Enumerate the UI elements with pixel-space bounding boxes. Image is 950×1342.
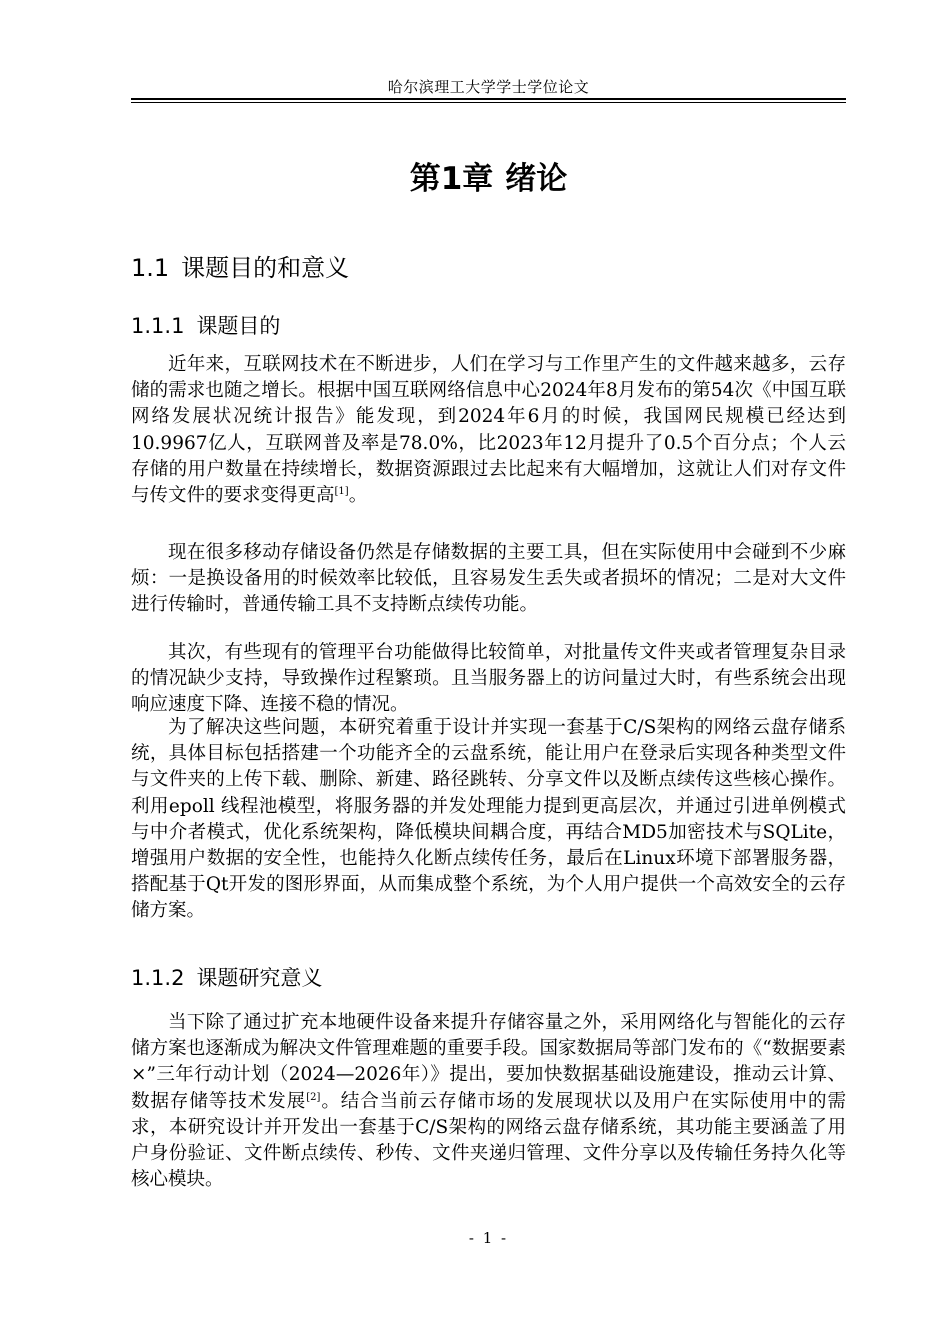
citation-ref: [2]: [306, 1091, 321, 1103]
subsection-number: 1.1.1: [131, 314, 185, 338]
subsection-heading-1-1-2: [131, 962, 322, 992]
chapter-title: [131, 153, 846, 198]
chapter-number: 第1章: [409, 161, 494, 197]
header-rule-thin: [131, 102, 846, 103]
paragraph-text: 近年来，互联网技术在不断进步，人们在学习与工作里产生的文件越来越多，云存储的需求也随之增长。根据中国互联网络信息中心2024年8月发布的第54次《中国互联网络发展状况统计报告》能发现，到2024年6月的时候，我国网民规模已经达到10.9967亿人，互联网普及率是78.0%，比2023年12月提升了0.5个百分点；个人云存储的用户数量在持续增长，数据资源跟过去比起来有大幅增加，这就让人们对存文件与传文件的要求变得更高: [131, 354, 846, 507]
paragraph-text: 现在很多移动存储设备仍然是存储数据的主要工具，但在实际使用中会碰到不少麻烦：一是换设备用的时候效率比较低，且容易发生丢失或者损坏的情况；二是对大文件进行传输时，普通传输工具不支持断点续传功能。: [131, 542, 846, 616]
paragraph-2: [131, 540, 846, 619]
paragraph-tail: 。结合当前云存储市场的发展现状以及用户在实际使用中的需求，本研究设计并开发出一套基于C/S架构的网络云盘存储系统，其功能主要涵盖了用户身份验证、文件断点续传、秒传、文件夹递归管理、文件分享以及传输任务持久化等核心模块。: [131, 1090, 846, 1191]
page-header: 哈尔滨理工大学学士学位论文: [387, 78, 590, 96]
paragraph-5: [131, 1010, 846, 1193]
paragraph-text: 为了解决这些问题，本研究着重于设计并实现一套基于C/S架构的网络云盘存储系统，具体目标包括搭建一个功能齐全的云盘系统，能让用户在登录后实现各种类型文件与文件夹的上传下载、删除、新建、路径跳转、分享文件以及断点续传这些核心操作。利用epoll 线程池模型，将服务器的并发处理能力提到更高层次，并通过引进单例模式与中介者模式，优化系统架构，降低模块间耦合度，再结合MD5加密技术与SQLite，增强用户数据的安全性，也能持久化断点续传任务，最后在Linux环境下部署服务器，搭配基于Qt开发的图形界面，从而集成整个系统，为个人用户提供一个高效安全的云存储方案。: [131, 717, 846, 922]
paragraph-1: [131, 352, 846, 509]
citation-ref: [1]: [334, 485, 349, 497]
paragraph-text: 当下除了通过扩充本地硬件设备来提升存储容量之外，采用网络化与智能化的云存储方案也逐渐成为解决文件管理难题的重要手段。国家数据局等部门发布的《“数据要素×”三年行动计划（2024—2026年）》提出，要加快数据基础设施建设，推动云计算、数据存储等技术发展: [131, 1012, 846, 1112]
subsection-title: 课题研究意义: [196, 966, 323, 990]
section-number: 1.1: [131, 254, 170, 282]
paragraph-tail: 。: [348, 485, 368, 507]
paragraph-text: 其次，有些现有的管理平台功能做得比较简单，对批量传文件夹或者管理复杂目录的情况缺少支持，导致操作过程繁琐。且当服务器上的访问量过大时，有些系统会出现响应速度下降、连接不稳的情况。: [131, 642, 846, 716]
subsection-number: 1.1.2: [131, 966, 185, 990]
subsection-title: 课题目的: [196, 314, 281, 338]
paragraph-3: [131, 640, 846, 719]
header-rule-thick: [131, 98, 846, 100]
section-heading-1-1: [131, 248, 349, 283]
chapter-title-text: 绪论: [505, 161, 568, 197]
subsection-heading-1-1-1: [131, 310, 280, 340]
page-number: - 1 -: [468, 1229, 509, 1247]
section-title: 课题目的和意义: [181, 254, 350, 282]
paragraph-4: [131, 715, 846, 925]
